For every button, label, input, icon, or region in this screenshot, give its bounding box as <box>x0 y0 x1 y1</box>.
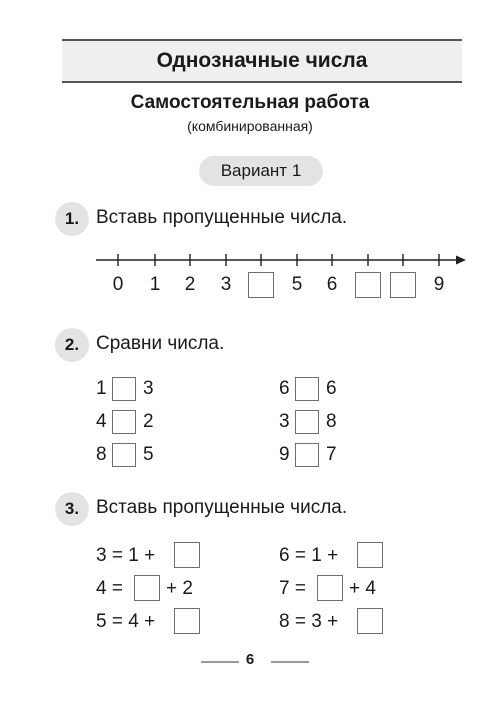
equation-text: 8 = 3 + <box>279 611 339 632</box>
compare-right-number: 3 <box>143 378 154 399</box>
answer-box[interactable] <box>248 272 274 298</box>
answer-box[interactable] <box>317 575 343 601</box>
footer-line-left <box>201 661 239 663</box>
page-number: 6 <box>245 651 255 668</box>
compare-left-number: 4 <box>96 411 107 432</box>
number-line-arrow <box>456 256 466 265</box>
number-line-label: 0 <box>112 274 124 295</box>
section-title: Однозначные числа <box>156 49 368 72</box>
equation-text: 7 = <box>279 578 306 599</box>
equation-text: + 4 <box>349 578 376 599</box>
number-line-label: 5 <box>291 274 303 295</box>
compare-right-number: 7 <box>326 444 337 465</box>
number-line <box>0 0 500 300</box>
compare-left-number: 6 <box>279 378 290 399</box>
task-1-number: 1. <box>55 202 89 236</box>
compare-left-number: 1 <box>96 378 107 399</box>
number-line-label: 9 <box>433 274 445 295</box>
compare-left-number: 3 <box>279 411 290 432</box>
answer-box[interactable] <box>134 575 160 601</box>
compare-left-number: 9 <box>279 444 290 465</box>
compare-right-number: 5 <box>143 444 154 465</box>
answer-box[interactable] <box>357 542 383 568</box>
number-line-label: 3 <box>220 274 232 295</box>
answer-box[interactable] <box>390 272 416 298</box>
answer-box[interactable] <box>112 377 136 401</box>
equation-text: 6 = 1 + <box>279 545 339 566</box>
answer-box[interactable] <box>295 377 319 401</box>
work-title: Самостоятельная работа <box>130 92 370 113</box>
answer-box[interactable] <box>357 608 383 634</box>
variant-badge: Вариант 1 <box>199 156 323 186</box>
compare-left-number: 8 <box>96 444 107 465</box>
answer-box[interactable] <box>355 272 381 298</box>
answer-box[interactable] <box>174 542 200 568</box>
compare-right-number: 8 <box>326 411 337 432</box>
answer-box[interactable] <box>174 608 200 634</box>
equation-text: 3 = 1 + <box>96 545 156 566</box>
work-note: (комбинированная) <box>187 118 313 134</box>
equation-text: 5 = 4 + <box>96 611 156 632</box>
footer-line-right <box>271 661 309 663</box>
equation-text: + 2 <box>166 578 193 599</box>
answer-box[interactable] <box>295 443 319 467</box>
answer-box[interactable] <box>295 410 319 434</box>
task-2-text: Сравни числа. <box>96 333 225 354</box>
answer-box[interactable] <box>112 410 136 434</box>
task-1-text: Вставь пропущенные числа. <box>96 207 348 228</box>
task-3-text: Вставь пропущенные числа. <box>96 497 348 518</box>
task-3-number: 3. <box>55 492 89 526</box>
number-line-label: 6 <box>326 274 338 295</box>
equation-text: 4 = <box>96 578 123 599</box>
compare-right-number: 2 <box>143 411 154 432</box>
task-2-number: 2. <box>55 328 89 362</box>
number-line-label: 2 <box>184 274 196 295</box>
answer-box[interactable] <box>112 443 136 467</box>
number-line-label: 1 <box>149 274 161 295</box>
compare-right-number: 6 <box>326 378 337 399</box>
